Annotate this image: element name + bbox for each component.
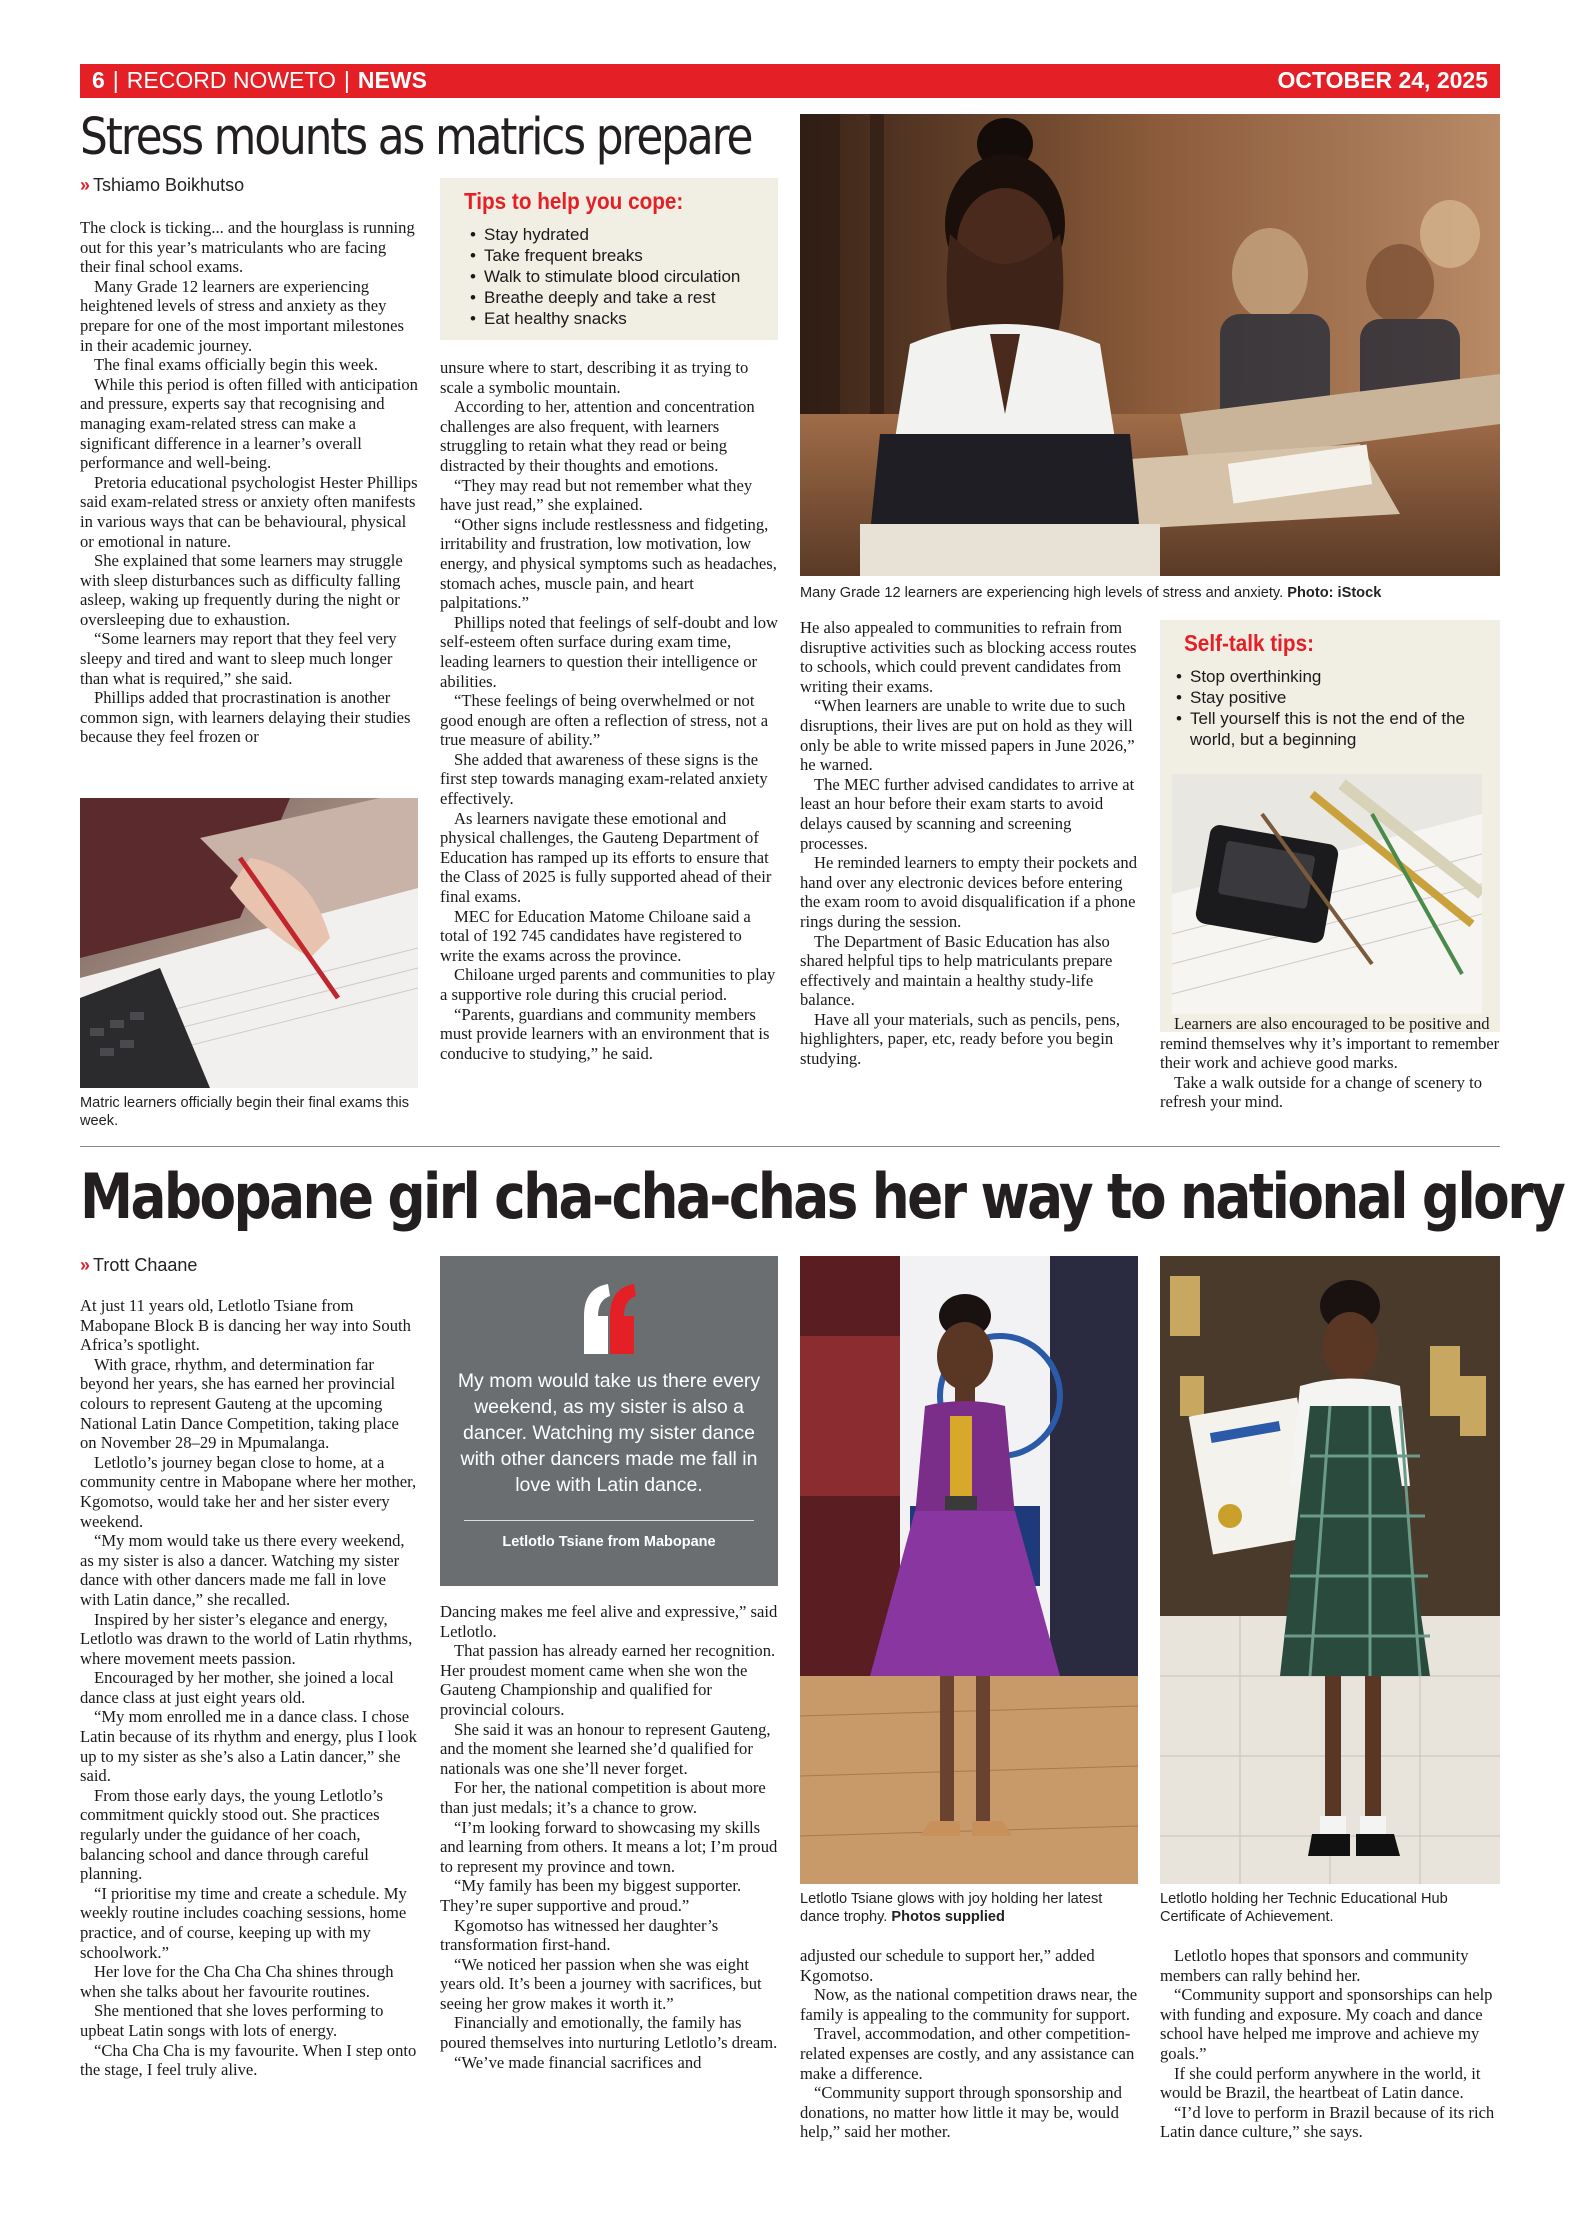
paragraph: He reminded learners to empty their pockets and hand over any electronic devices before entering the exam room to avoid disqualification if a phone rings during the session. xyxy=(800,853,1138,931)
list-item: • Eat healthy snacks xyxy=(468,308,768,329)
paragraph: Letlotlo’s journey began close to home, at a community centre in Mabopane where her mother, Kgomotso, would take her and her sister every weekend. xyxy=(80,1452,417,1531)
list-item: • Stop overthinking xyxy=(1174,666,1486,687)
paragraph: adjusted our schedule to support her,” added Kgomotso. xyxy=(800,1946,1095,1985)
paragraph: “When learners are unable to write due to such disruptions, their lives are put on hold as they will only be able to write missed papers in June 2026,” he warned. xyxy=(800,696,1135,775)
paragraph: Inspired by her sister’s elegance and energy, Letlotlo was drawn to the world of Latin rhythms, where movement meets passion. xyxy=(80,1609,413,1668)
article2-author: Trott Chaane xyxy=(93,1255,198,1275)
paragraph: “They may read but not remember what they have just read,” she explained. xyxy=(440,475,753,515)
paragraph: “My mom enrolled me in a dance class. I chose Latin because of its rhythm and energy, plus I look up to my sister as she’s also a Latin dancer,” she said. xyxy=(80,1707,417,1786)
paragraph: unsure where to start, describing it as trying to scale a symbolic mountain. xyxy=(440,358,749,397)
article-divider xyxy=(80,1146,1500,1147)
paragraph: For her, the national competition is about more than just medals; it’s a chance to grow. xyxy=(440,1778,766,1817)
paragraph: “Other signs include restlessness and fidgeting, irritability and frustration, low motivation, low energy, and physical symptoms such as headaches, stomach aches, muscle pain, and heart palpitations.” xyxy=(440,514,777,613)
chevron-right-icon: » xyxy=(80,175,88,195)
paragraph: “Community support through sponsorship and donations, no matter how little it may be, would help,” said her mother. xyxy=(800,2083,1122,2142)
pencil-case-photo xyxy=(1172,774,1482,1014)
exam-photo-caption: Many Grade 12 learners are experiencing high levels of stress and anxiety. Photo: iStock xyxy=(800,585,1382,601)
article2-byline xyxy=(80,1255,197,1276)
trophy-photo-caption: Letlotlo Tsiane glows with joy holding her latest dance trophy. Photos supplied xyxy=(800,1891,1103,1925)
article2-column-2 xyxy=(440,1602,778,2072)
paragraph: With grace, rhythm, and determination far beyond her years, she has earned her provincial colours to represent Gauteng at the upcoming National Latin Dance Competition, taking place on November 28–29 in Mpumalanga. xyxy=(80,1354,399,1453)
paragraph: Many Grade 12 learners are experiencing heightened levels of stress and anxiety as they prepare for one of the most important milestones in their academic journey. xyxy=(80,276,404,355)
list-item: • Take frequent breaks xyxy=(468,245,768,266)
paragraph: Dancing makes me feel alive and expressive,” said Letlotlo. xyxy=(440,1602,778,1641)
paragraph: “We noticed her passion when she was eight years old. It’s been a journey with sacrifices, but seeing her grow makes it worth it.” xyxy=(440,1954,762,2013)
paragraph: The clock is ticking... and the hourglass is running out for this year’s matriculants who are facing their final school exams. xyxy=(80,218,415,277)
tips-list xyxy=(468,224,768,329)
section-name: NEWS xyxy=(357,67,427,93)
paragraph: “I’m looking forward to showcasing my skills and learning from others. It means a lot; I’m proud to represent my province and town. xyxy=(440,1817,778,1876)
paragraph: MEC for Education Matome Chiloane said a total of 192 745 candidates have registered to write the exams across the province. xyxy=(440,906,751,965)
list-item: • Walk to stimulate blood circulation xyxy=(468,266,768,287)
exam-room-photo xyxy=(800,114,1500,576)
paragraph: Have all your materials, such as pencils, pens, highlighters, paper, etc, ready before you begin studying. xyxy=(800,1009,1120,1069)
paragraph: “My mom would take us there every weekend, as my sister is also a dancer. Watching my sister dance with other dancers made me fall in love with Latin dance,” she recalled. xyxy=(80,1531,405,1609)
issue-date: OCTOBER 24, 2025 xyxy=(1277,67,1488,93)
article2-column-3 xyxy=(800,1946,1138,2142)
exam-writing-photo xyxy=(80,798,418,1088)
page-header: 6 | RECORD NOWETO | NEWS OCTOBER 24, 2025 xyxy=(80,64,1500,98)
quote-mark-icon xyxy=(580,1282,638,1358)
article1-column-1 xyxy=(80,218,418,747)
paragraph: Financially and emotionally, the family has poured themselves into nurturing Letlotlo’s dream. xyxy=(440,2013,778,2053)
paragraph: From those early days, the young Letlotlo’s commitment quickly stood out. She practices regularly under the guidance of her coach, balancing school and dance through careful planning. xyxy=(80,1785,383,1884)
pull-quote-attribution: Letlotlo Tsiane from Mabopane xyxy=(502,1534,716,1550)
paragraph: “Some learners may report that they feel very sleepy and tired and want to sleep much longer than what is required,” she said. xyxy=(80,629,397,688)
paragraph: She explained that some learners may struggle with sleep disturbances such as difficulty falling asleep, waking up frequently during the night or oversleeping due to exhaustion. xyxy=(80,551,403,629)
paragraph: Chiloane urged parents and communities to play a supportive role during this crucial period. xyxy=(440,965,776,1004)
paragraph: Learners are also encouraged to be positive and remind themselves why it’s important to remember their work and achieve good marks. xyxy=(1160,1014,1500,1073)
paragraph: “Cha Cha Cha is my favourite. When I step onto the stage, I feel truly alive. xyxy=(80,2040,417,2080)
article2-column-4 xyxy=(1160,1946,1500,2142)
paragraph: Letlotlo hopes that sponsors and community members can rally behind her. xyxy=(1160,1946,1469,1985)
paragraph: She added that awareness of these signs is the first step towards managing exam-related anxiety effectively. xyxy=(440,749,768,809)
tips-box xyxy=(440,178,778,340)
article1-column-3 xyxy=(800,618,1138,1069)
paragraph: If she could perform anywhere in the world, it would be Brazil, the heartbeat of Latin dance. xyxy=(1160,2063,1481,2103)
self-talk-box xyxy=(1160,620,1500,1032)
paragraph: Encouraged by her mother, she joined a local dance class at just eight years old. xyxy=(80,1668,394,1707)
writing-photo-caption: Matric learners officially begin their final exams this week. xyxy=(80,1095,410,1129)
paragraph: “Community support and sponsorships can help with funding and exposure. My coach and dance school have helped me improve and achieve my goals.” xyxy=(1160,1985,1493,2063)
certificate-photo-caption: Letlotlo holding her Technic Educational Hub Certificate of Achievement. xyxy=(1160,1891,1448,1925)
article1-author: Tshiamo Boikhutso xyxy=(93,175,245,195)
trophy-photo xyxy=(800,1256,1138,1884)
paragraph: Phillips added that procrastination is another common sign, with learners delaying their studies because they feel frozen or xyxy=(80,688,411,747)
paragraph: The Department of Basic Education has also shared helpful tips to help matriculants prepare effectively and maintain a healthy study-life balance. xyxy=(800,931,1113,1010)
paragraph: “We’ve made financial sacrifices and xyxy=(454,2052,702,2072)
paragraph: Her love for the Cha Cha Cha shines through when she talks about her favourite routines. xyxy=(80,1962,394,2001)
paragraph: “My family has been my biggest supporter. They’re super supportive and proud.” xyxy=(440,1876,742,1915)
photo-credit: Photo: iStock xyxy=(1287,585,1382,601)
pull-quote-box xyxy=(440,1256,778,1586)
self-talk-title: Self-talk tips: xyxy=(1184,630,1314,656)
publication-name: RECORD NOWETO xyxy=(126,67,336,93)
paragraph: “Parents, guardians and community members must provide learners with an environment that is conducive to studying,” he said. xyxy=(440,1004,770,1063)
pull-quote-text: My mom would take us there every weekend, as my sister is also a dancer. Watching my sister dance with other dancers made me fall in love with Latin dance. xyxy=(457,1370,761,1496)
paragraph: “I’d love to perform in Brazil because of its rich Latin dance culture,” she says. xyxy=(1160,2102,1495,2142)
article1-headline: Stress mounts as matrics prepare xyxy=(80,108,752,167)
paragraph: The MEC further advised candidates to arrive at least an hour before their exam starts to avoid delays caused by scanning and screening processes. xyxy=(800,774,1135,853)
chevron-right-icon: » xyxy=(80,1255,88,1275)
article1-column-4 xyxy=(1160,1014,1500,1112)
paragraph: Phillips noted that feelings of self-doubt and low self-esteem often surface during exam time, leading learners to question their intelligence or abilities. xyxy=(440,612,778,691)
list-item: • Stay positive xyxy=(1174,687,1486,708)
paragraph: According to her, attention and concentration challenges are also frequent, with learners struggling to retain what they read or being distracted by their thoughts and emotions. xyxy=(440,397,755,475)
list-item: • Stay hydrated xyxy=(468,224,768,245)
paragraph: She mentioned that she loves performing to upbeat Latin songs with lots of energy. xyxy=(80,2001,384,2040)
paragraph: The final exams officially begin this week. xyxy=(94,355,379,375)
article1-column-2 xyxy=(440,358,778,1063)
paragraph: Pretoria educational psychologist Hester Phillips said exam-related stress or anxiety often manifests in various ways that can be behavioural, physical or emotional in nature. xyxy=(80,472,418,551)
pull-quote-rule xyxy=(464,1520,754,1521)
self-talk-list xyxy=(1174,666,1486,750)
paragraph: Now, as the national competition draws near, the family is appealing to the community for support. xyxy=(800,1985,1138,2024)
paragraph: He also appealed to communities to refrain from disruptive activities such as blocking access routes to schools, which could prevent candidates from writing their exams. xyxy=(800,618,1137,696)
paragraph: “I prioritise my time and create a schedule. My weekly routine includes coaching sessions, home practice, and of course, keeping up with my schoolwork.” xyxy=(80,1883,407,1962)
paragraph: Kgomotso has witnessed her daughter’s transformation first-hand. xyxy=(440,1915,719,1955)
list-item: • Breathe deeply and take a rest xyxy=(468,287,768,308)
paragraph: She said it was an honour to represent Gauteng, and the moment she learned she’d qualified for nationals was one she’ll never forget. xyxy=(440,1719,771,1778)
certificate-photo xyxy=(1160,1256,1500,1884)
paragraph: That passion has already earned her recognition. Her proudest moment came when she won the Gauteng Championship and qualified for provincial colours. xyxy=(440,1641,776,1719)
paragraph: “These feelings of being overwhelmed or not good enough are often a reflection of stress, not a true measure of ability.” xyxy=(440,691,769,750)
article2-column-1 xyxy=(80,1296,418,2080)
paragraph: At just 11 years old, Letlotlo Tsiane from Mabopane Block B is dancing her way into South Africa’s spotlight. xyxy=(80,1296,411,1355)
paragraph: While this period is often filled with anticipation and pressure, experts say that recognising and managing exam-related stress can make a significant difference in a learner’s overall performance and well-being. xyxy=(80,374,418,473)
paragraph: As learners navigate these emotional and physical challenges, the Gauteng Department of Education has ramped up its efforts to ensure that the Class of 2025 is fully supported ahead of their final exams. xyxy=(440,808,772,907)
page-number: 6 xyxy=(92,67,105,93)
list-item: • Tell yourself this is not the end of the world, but a beginning xyxy=(1174,708,1486,750)
article2-headline: Mabopane girl cha-cha-chas her way to national glory xyxy=(80,1160,1564,1233)
paragraph: Travel, accommodation, and other competition-related expenses are costly, and any assistance can make a difference. xyxy=(800,2024,1135,2083)
article1-byline xyxy=(80,175,244,196)
paragraph: Take a walk outside for a change of scenery to refresh your mind. xyxy=(1160,1072,1482,1112)
photo-credit: Photos supplied xyxy=(891,1909,1005,1925)
tips-box-title: Tips to help you cope: xyxy=(464,188,684,214)
